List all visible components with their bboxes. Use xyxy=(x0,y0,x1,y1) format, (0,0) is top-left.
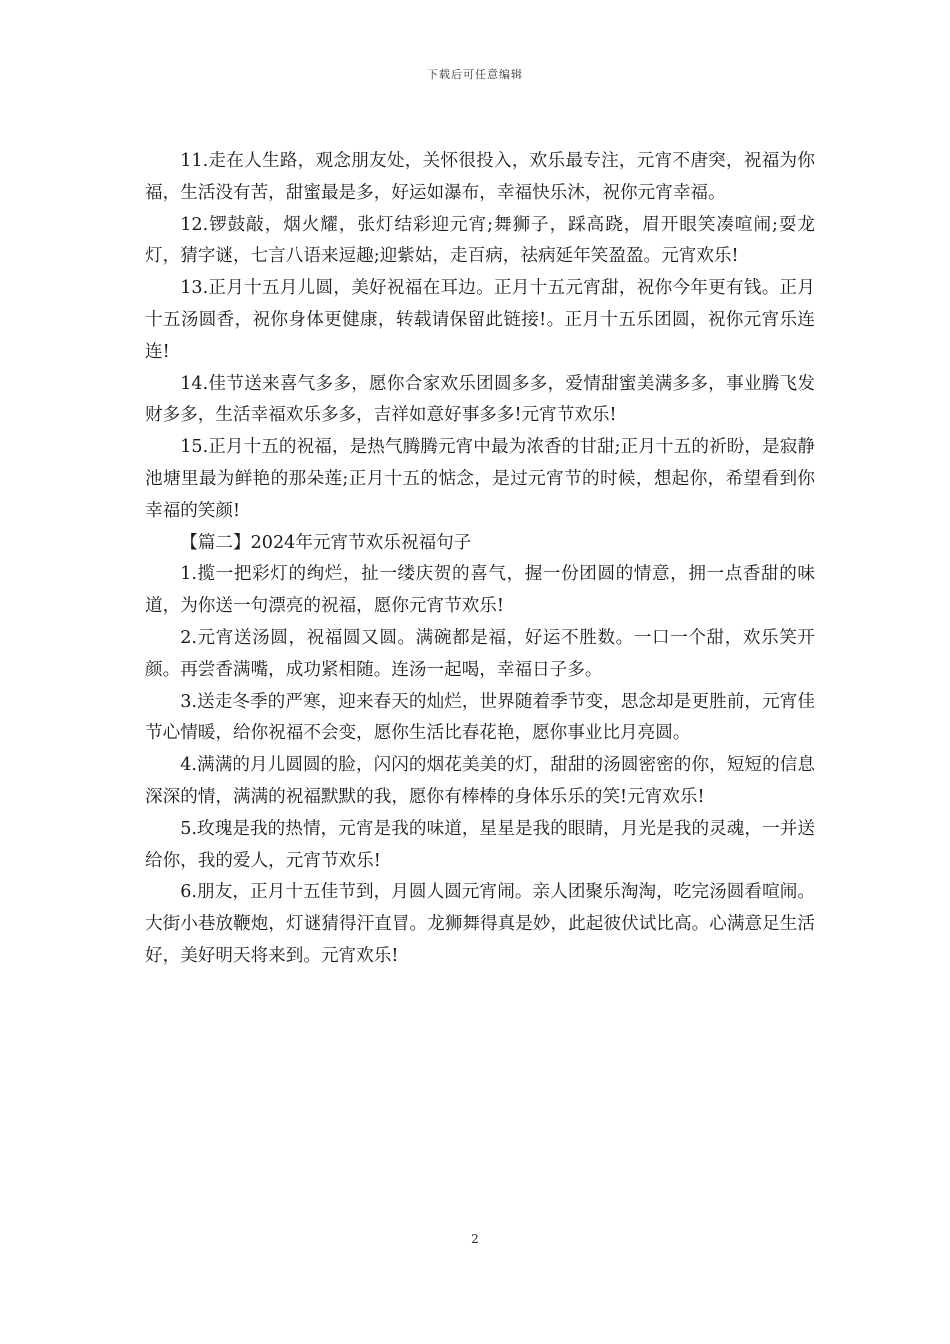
paragraph-6: 6.朋友，正月十五佳节到，月圆人圆元宵闹。亲人团聚乐淘淘，吃完汤圆看喧闹。大街小巷放鞭炮，灯谜猜得汗直冒。龙狮舞得真是妙，此起彼伏试比高。心满意足生活好，美好明天将来到。元宵欢乐! xyxy=(145,882,815,966)
paragraph-4: 4.满满的月儿圆圆的脸，闪闪的烟花美美的灯，甜甜的汤圆密密的你，短短的信息深深的情，满满的祝福默默的我，愿你有棒棒的身体乐乐的笑!元宵欢乐! xyxy=(145,755,815,807)
paragraph-11: 11.走在人生路，观念朋友处，关怀很投入，欢乐最专注，元宵不唐突，祝福为你福，生活没有苦，甜蜜最是多，好运如瀑布，幸福快乐沐，祝你元宵幸福。 xyxy=(145,151,815,203)
paragraph-14: 14.佳节送来喜气多多，愿你合家欢乐团圆多多，爱情甜蜜美满多多，事业腾飞发财多多，生活幸福欢乐多多，吉祥如意好事多多!元宵节欢乐! xyxy=(145,373,815,426)
paragraph-2: 2.元宵送汤圆，祝福圆又圆。满碗都是福，好运不胜数。一口一个甜，欢乐笑开颜。再尝香满嘴，成功紧相随。连汤一起喝，幸福日子多。 xyxy=(145,627,815,680)
paragraph-3: 3.送走冬季的严寒，迎来春天的灿烂，世界随着季节变，思念却是更胜前，元宵佳节心情暖，给你祝福不会变，愿你生活比春花艳，愿你事业比月亮圆。 xyxy=(145,691,815,744)
paragraph-15: 15.正月十五的祝福，是热气腾腾元宵中最为浓香的甘甜;正月十五的祈盼，是寂静池塘里最为鲜艳的那朵莲;正月十五的惦念，是过元宵节的时候，想起你，希望看到你幸福的笑颜! xyxy=(145,437,815,521)
paragraph-1: 1.揽一把彩灯的绚烂，扯一缕庆贺的喜气，握一份团圆的情意，拥一点香甜的味道，为你送一句漂亮的祝福，愿你元宵节欢乐! xyxy=(145,564,815,617)
page-header: 下载后可任意编辑 xyxy=(427,68,523,81)
section-heading: 【篇二】2024年元宵节欢乐祝福句子 xyxy=(180,532,472,553)
page-number: 2 xyxy=(471,1232,479,1246)
document-body xyxy=(145,146,815,973)
paragraph-13: 13.正月十五月儿圆，美好祝福在耳边。正月十五元宵甜，祝你今年更有钱。正月十五汤圆香，祝你身体更健康，转载请保留此链接!。正月十五乐团圆，祝你元宵乐连连! xyxy=(145,278,815,362)
paragraph-12: 12.锣鼓敲，烟火耀，张灯结彩迎元宵;舞狮子，踩高跷，眉开眼笑凑喧闹;耍龙灯，猜字谜，七言八语来逗趣;迎紫姑，走百病，祛病延年笑盈盈。元宵欢乐! xyxy=(145,214,815,267)
paragraph-5: 5.玫瑰是我的热情，元宵是我的味道，星星是我的眼睛，月光是我的灵魂，一并送给你，我的爱人，元宵节欢乐! xyxy=(145,818,815,871)
